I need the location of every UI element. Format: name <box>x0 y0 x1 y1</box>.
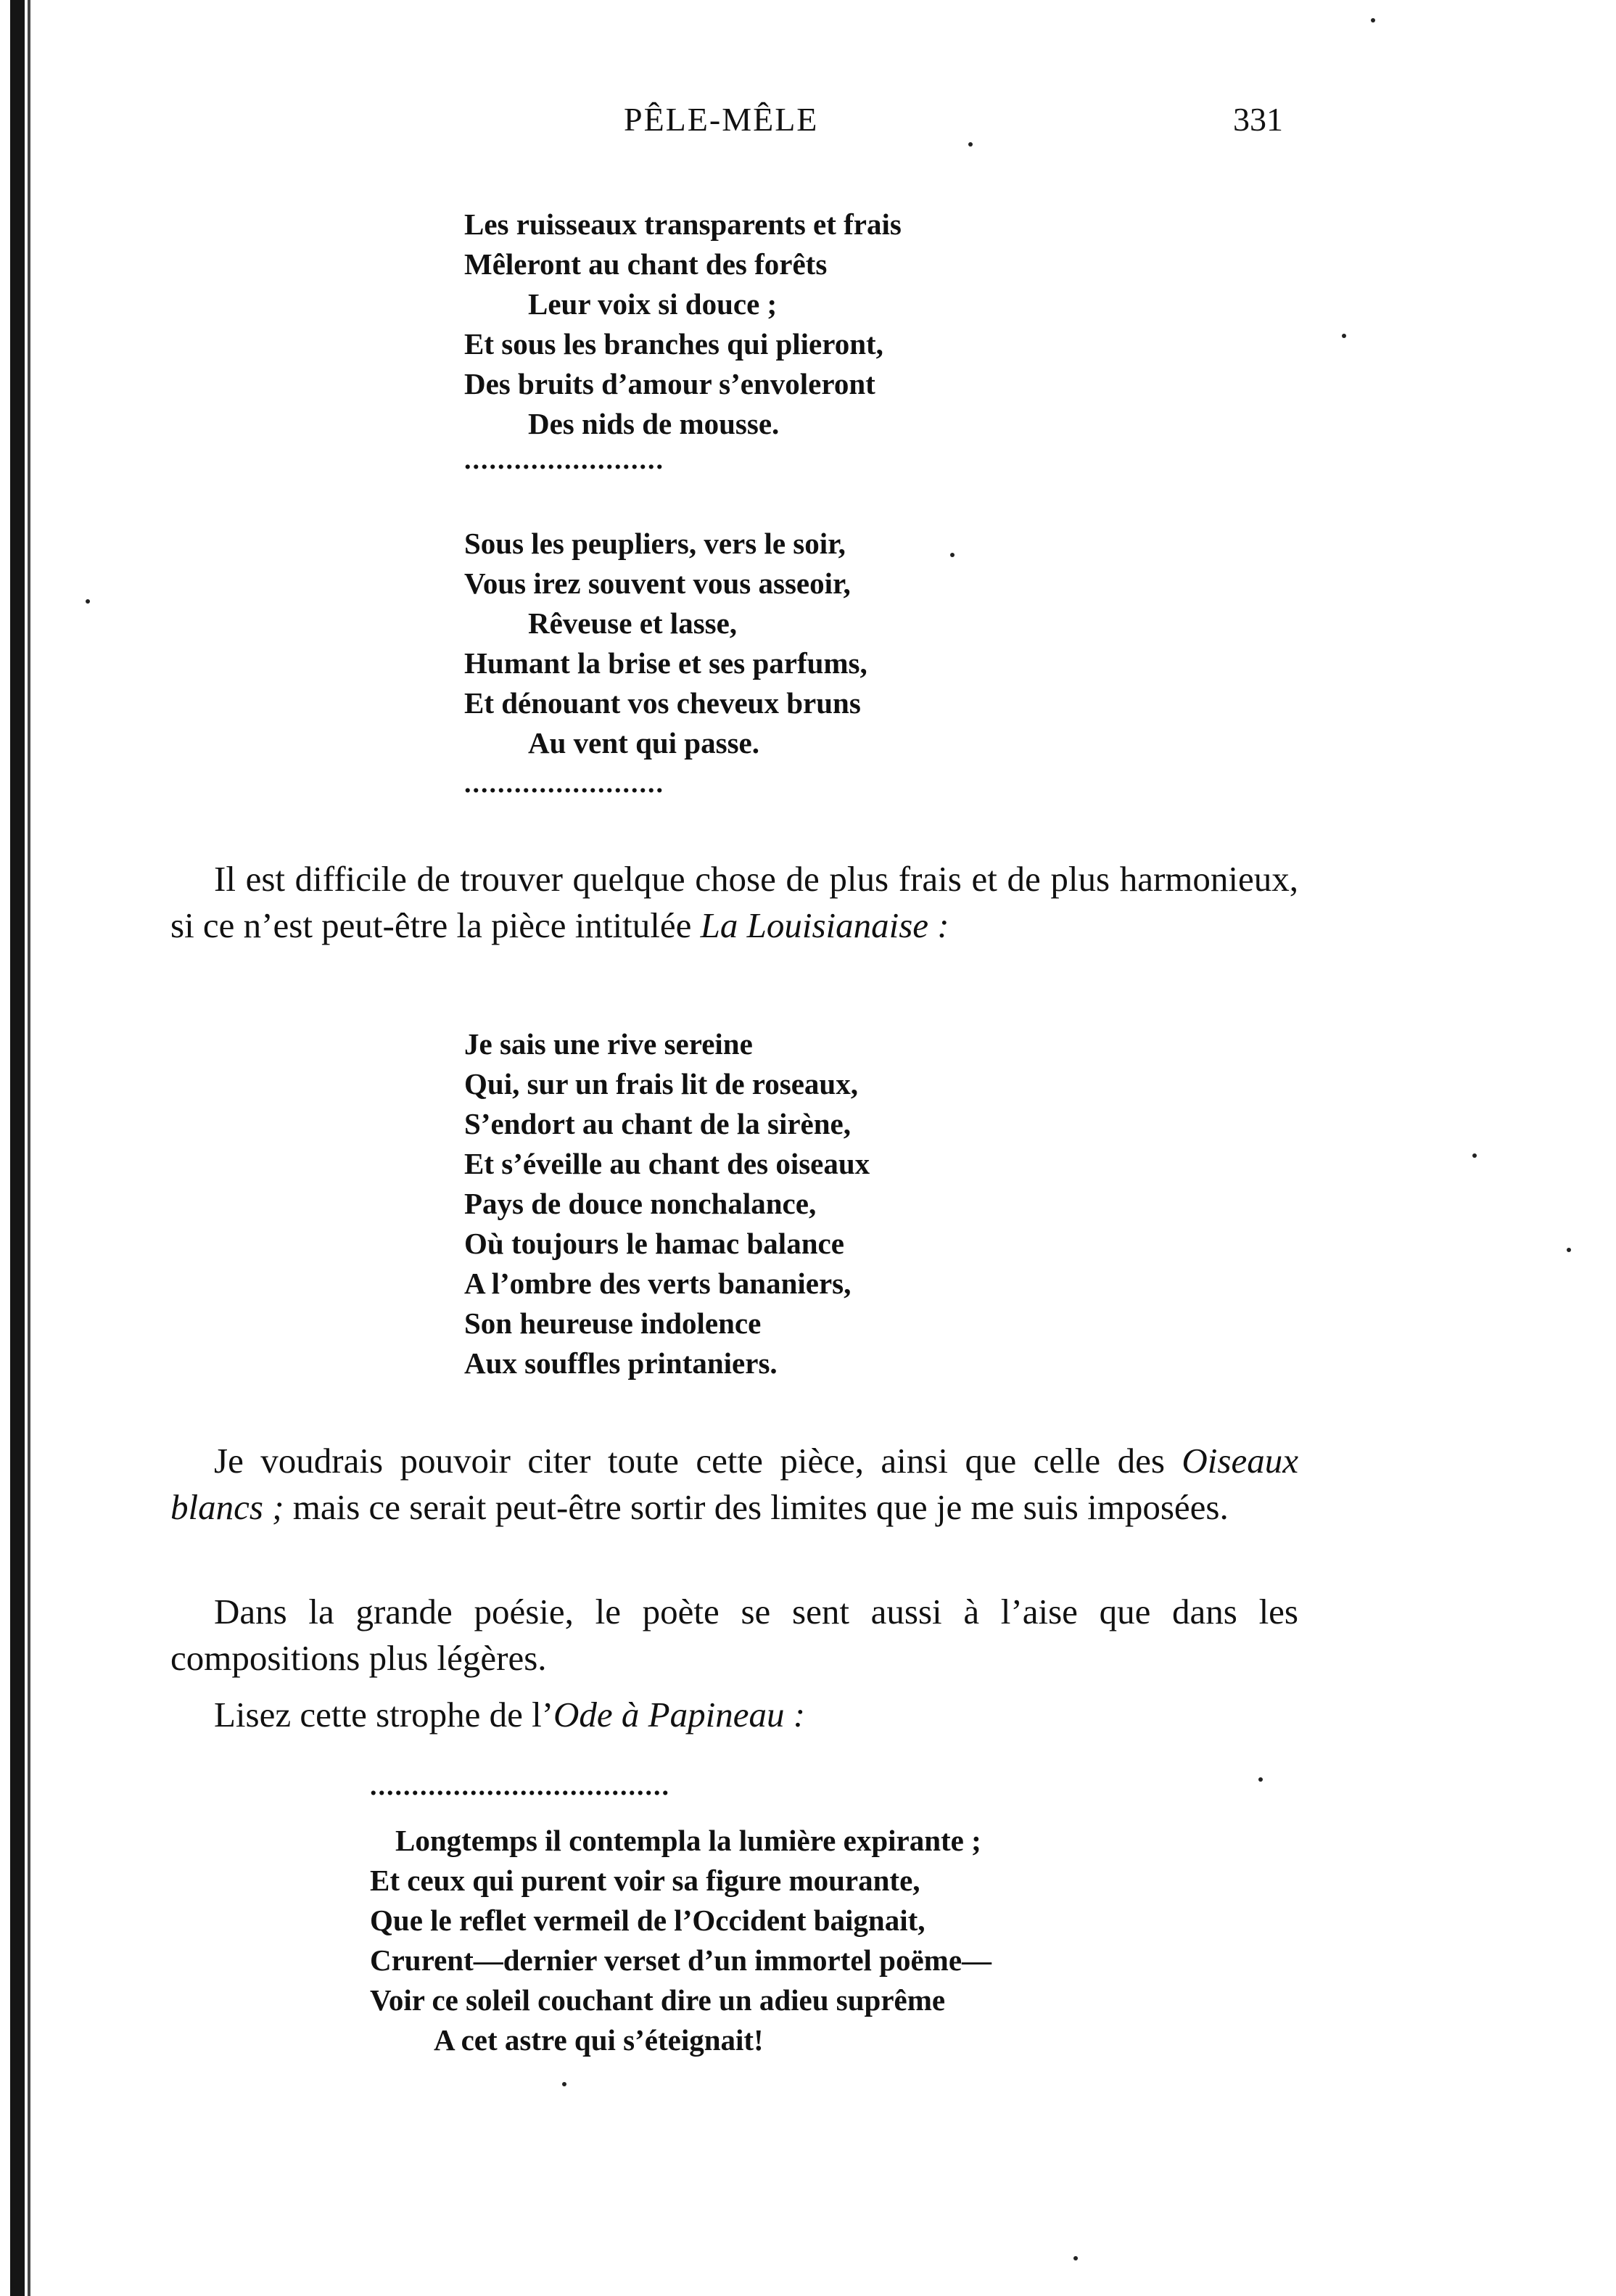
stanza-1 <box>464 205 902 444</box>
italic-title: Ode à Papineau : <box>553 1695 806 1735</box>
verse-line: A l’ombre des verts bananiers, <box>464 1267 852 1300</box>
verse-line: Où toujours le hamac balance <box>464 1227 844 1260</box>
verse-line: Des bruits d’amour s’envoleront <box>464 367 875 400</box>
verse-line: Je sais une rive sereine <box>464 1027 753 1061</box>
verse-line: Et s’éveille au chant des oiseaux <box>464 1147 870 1180</box>
print-speck <box>968 142 973 147</box>
paragraph-text: Je voudrais pouvoir citer toute cette pièce, ainsi que celle des <box>214 1441 1182 1481</box>
verse-line: Voir ce soleil couchant dire un adieu suprême <box>370 1983 946 2017</box>
verse-line: Son heureuse indolence <box>464 1307 762 1340</box>
verse-line: Et ceux qui purent voir sa figure mourante, <box>370 1864 920 1897</box>
paragraph-3 <box>170 1589 1298 1682</box>
verse-line: Longtemps il contempla la lumière expirante ; <box>395 1824 981 1857</box>
ellipsis-separator: ........................ <box>464 768 664 799</box>
page-number: 331 <box>1233 101 1283 138</box>
ellipsis-separator: .................................... <box>370 1771 670 1801</box>
print-speck <box>1342 334 1346 338</box>
verse-line: Mêleront au chant des forêts <box>464 247 828 281</box>
verse-line: Qui, sur un frais lit de roseaux, <box>464 1067 858 1100</box>
print-speck <box>1567 1248 1571 1252</box>
print-speck <box>86 599 90 604</box>
paragraph-text: Il est difficile de trouver quelque chose de plus frais et de plus harmonieux, si ce n’est peut-être la pièce intitulée <box>170 859 1298 945</box>
print-speck <box>950 553 955 557</box>
binding-shadow <box>28 0 30 2296</box>
paragraph-1 <box>170 856 1298 949</box>
verse-line: Crurent—dernier verset d’un immortel poëme— <box>370 1943 992 1977</box>
verse-line: Pays de douce nonchalance, <box>464 1187 817 1220</box>
print-speck <box>1073 2256 1078 2260</box>
verse-line: Que le reflet vermeil de l’Occident baignait, <box>370 1904 926 1937</box>
verse-line: S’endort au chant de la sirène, <box>464 1107 851 1140</box>
running-header: PÊLE-MÊLE <box>624 101 819 138</box>
verse-line: Sous les peupliers, vers le soir, <box>464 527 846 560</box>
verse-line: Vous irez souvent vous asseoir, <box>464 567 851 600</box>
print-speck <box>562 2082 566 2086</box>
stanza-3 <box>464 1024 870 1383</box>
print-speck <box>1472 1153 1477 1158</box>
paragraph-4 <box>170 1692 1298 1738</box>
verse-line: Les ruisseaux transparents et frais <box>464 207 902 241</box>
verse-line: Humant la brise et ses parfums, <box>464 646 867 680</box>
verse-line: Et dénouant vos cheveux bruns <box>464 686 861 720</box>
verse-line: Au vent qui passe. <box>528 726 759 760</box>
print-speck <box>1371 18 1375 22</box>
verse-line: Leur voix si douce ; <box>528 287 778 321</box>
paragraph-2 <box>170 1438 1298 1531</box>
paragraph-text: mais ce serait peut-être sortir des limites que je me suis imposées. <box>284 1487 1229 1527</box>
verse-line: Des nids de mousse. <box>528 407 780 440</box>
stanza-2 <box>464 524 867 763</box>
verse-line: Rêveuse et lasse, <box>528 606 738 640</box>
print-speck <box>1258 1777 1263 1782</box>
verse-line: Et sous les branches qui plieront, <box>464 327 883 361</box>
paragraph-text: Dans la grande poésie, le poète se sent aussi à l’aise que dans les compositions plus légères. <box>170 1592 1298 1678</box>
stanza-4 <box>370 1821 992 2060</box>
paragraph-text: Lisez cette strophe de l’ <box>214 1695 554 1735</box>
ellipsis-separator: ........................ <box>464 445 664 475</box>
verse-line: A cet astre qui s’éteignait! <box>434 2023 764 2057</box>
italic-title: La Louisianaise : <box>700 905 949 945</box>
verse-line: Aux souffles printaniers. <box>464 1346 778 1380</box>
italic-title: Oiseaux blancs ; <box>170 1441 1298 1527</box>
binding-edge <box>10 0 25 2296</box>
